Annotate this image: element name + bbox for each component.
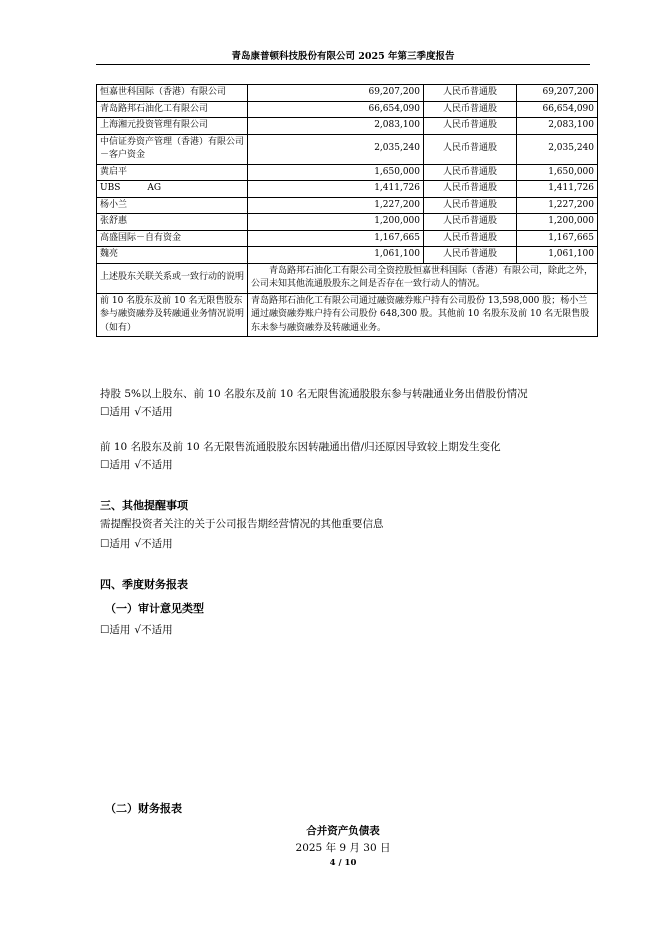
lending-status-checkbox xyxy=(100,404,177,419)
share-class-cell: 人民币普通股 xyxy=(424,134,517,164)
applicable-option: ☐适用 xyxy=(100,538,131,550)
table-row xyxy=(97,164,598,181)
share-quantity-cell: 1,061,100 xyxy=(517,247,598,264)
lending-change-title: 前 10 名股东及前 10 名无限售流通股股东因转融通出借/归还原因导致较上期发生变化 xyxy=(100,441,501,453)
share-class-cell: 人民币普通股 xyxy=(424,118,517,135)
unrestricted-shares-cell: 66,654,090 xyxy=(248,101,424,118)
applicable-option: ☐适用 xyxy=(100,624,131,636)
share-quantity-cell: 2,035,240 xyxy=(517,134,598,164)
share-quantity-cell: 1,650,000 xyxy=(517,164,598,181)
share-class-cell: 人民币普通股 xyxy=(424,85,517,102)
report-header: 青岛康普顿科技股份有限公司 2025 年第三季度报告 xyxy=(231,51,455,62)
balance-sheet-date: 2025 年 9 月 30 日 xyxy=(295,842,391,854)
shareholders-table-body xyxy=(97,85,598,264)
share-class-cell: 人民币普通股 xyxy=(424,230,517,247)
shareholder-name-cell: 魏亮 xyxy=(97,247,248,264)
shareholder-name-cell: 上海湘元投资管理有限公司 xyxy=(97,118,248,135)
table-row xyxy=(97,118,598,135)
share-quantity-cell: 2,083,100 xyxy=(517,118,598,135)
shareholder-name-cell: 中信证券资产管理（香港）有限公司－客户资金 xyxy=(97,134,248,164)
unrestricted-shares-cell: 1,227,200 xyxy=(248,197,424,214)
page-number: 4 / 10 xyxy=(329,858,357,868)
shareholder-name-cell: 黄启平 xyxy=(97,164,248,181)
margin-note-row xyxy=(97,293,598,337)
unrestricted-shares-cell: 1,411,726 xyxy=(248,181,424,198)
other-matters-checkbox xyxy=(100,536,177,551)
shareholder-name-cell: 张舒惠 xyxy=(97,214,248,231)
not-applicable-option: √不适用 xyxy=(134,538,173,550)
unrestricted-shares-cell: 1,200,000 xyxy=(248,214,424,231)
share-class-cell: 人民币普通股 xyxy=(424,164,517,181)
relation-note-text: 青岛路邦石油化工有限公司全资控股恒嘉世科国际（香港）有限公司，除此之外，公司未知其他流通股股东之间是否存在一致行动人的情况。 xyxy=(248,263,598,293)
header-divider xyxy=(96,64,590,65)
balance-sheet-title: 合并资产负债表 xyxy=(306,825,380,837)
unrestricted-shares-cell: 2,035,240 xyxy=(248,134,424,164)
unrestricted-shares-cell: 1,167,665 xyxy=(248,230,424,247)
share-quantity-cell: 1,200,000 xyxy=(517,214,598,231)
shareholder-name-cell: 高盛国际－自有资金 xyxy=(97,230,248,247)
audit-opinion-checkbox xyxy=(100,622,177,637)
shareholder-name-cell: UBS AG xyxy=(97,181,248,198)
unrestricted-shares-cell: 69,207,200 xyxy=(248,85,424,102)
relation-note-row xyxy=(97,263,598,293)
share-quantity-cell: 1,227,200 xyxy=(517,197,598,214)
unrestricted-shares-cell: 1,061,100 xyxy=(248,247,424,264)
shareholder-name-cell: 青岛路邦石油化工有限公司 xyxy=(97,101,248,118)
relation-note-label: 上述股东关联关系或一致行动的说明 xyxy=(97,263,248,293)
other-matters-text: 需提醒投资者关注的关于公司报告期经营情况的其他重要信息 xyxy=(100,518,384,530)
table-row xyxy=(97,85,598,102)
statements-heading: （二）财务报表 xyxy=(105,802,182,815)
lending-change-checkbox xyxy=(100,457,177,472)
applicable-option: ☐适用 xyxy=(100,459,131,471)
applicable-option: ☐适用 xyxy=(100,406,131,418)
table-row xyxy=(97,247,598,264)
table-row xyxy=(97,134,598,164)
audit-opinion-heading: （一）审计意见类型 xyxy=(105,602,204,615)
other-matters-heading: 三、其他提醒事项 xyxy=(100,499,188,512)
financial-statements-heading: 四、季度财务报表 xyxy=(100,578,188,591)
share-quantity-cell: 1,411,726 xyxy=(517,181,598,198)
table-row xyxy=(97,230,598,247)
share-class-cell: 人民币普通股 xyxy=(424,181,517,198)
lending-status-title: 持股 5%以上股东、前 10 名股东及前 10 名无限售流通股股东参与转融通业务出借股份情况 xyxy=(100,388,528,400)
table-row xyxy=(97,197,598,214)
not-applicable-option: √不适用 xyxy=(134,624,173,636)
table-row xyxy=(97,214,598,231)
margin-note-text: 青岛路邦石油化工有限公司通过融资融券账户持有公司股份 13,598,000 股；杨小兰通过融资融券账户持有公司股份 648,300 股。其他前 10 名股东及前 10 名无限售股东未参与融资融券及转融通业务。 xyxy=(248,293,598,337)
table-row xyxy=(97,181,598,198)
unrestricted-shares-cell: 1,650,000 xyxy=(248,164,424,181)
share-class-cell: 人民币普通股 xyxy=(424,247,517,264)
share-quantity-cell: 69,207,200 xyxy=(517,85,598,102)
share-quantity-cell: 1,167,665 xyxy=(517,230,598,247)
not-applicable-option: √不适用 xyxy=(134,406,173,418)
share-class-cell: 人民币普通股 xyxy=(424,101,517,118)
table-row xyxy=(97,101,598,118)
share-class-cell: 人民币普通股 xyxy=(424,214,517,231)
shareholder-name-cell: 杨小兰 xyxy=(97,197,248,214)
unrestricted-shares-cell: 2,083,100 xyxy=(248,118,424,135)
shareholders-table xyxy=(96,84,598,337)
shareholders-notes xyxy=(97,263,598,337)
shareholder-name-cell: 恒嘉世科国际（香港）有限公司 xyxy=(97,85,248,102)
margin-note-label: 前 10 名股东及前 10 名无限售股东参与融资融券及转融通业务情况说明（如有） xyxy=(97,293,248,337)
not-applicable-option: √不适用 xyxy=(134,459,173,471)
share-class-cell: 人民币普通股 xyxy=(424,197,517,214)
share-quantity-cell: 66,654,090 xyxy=(517,101,598,118)
